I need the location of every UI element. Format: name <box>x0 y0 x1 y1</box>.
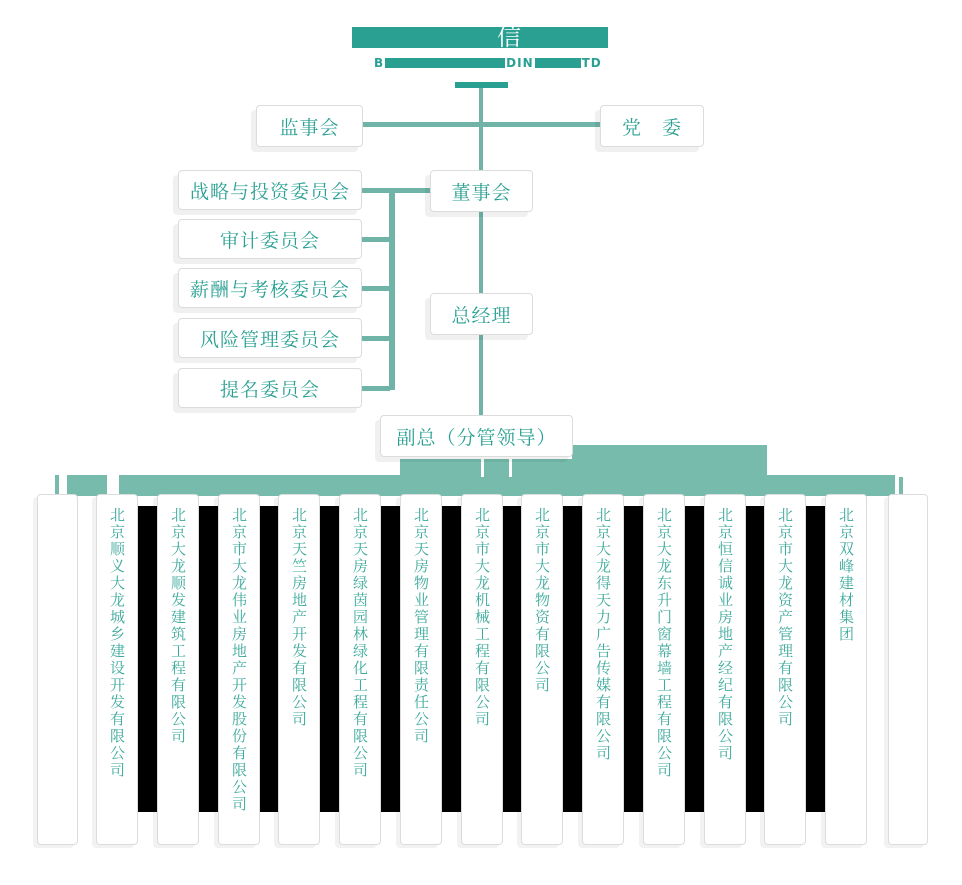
band-raised-right <box>572 445 767 477</box>
company-title-banner <box>352 23 608 51</box>
subsidiary-name: 北京天竺房地产开发有限公司 <box>290 507 308 728</box>
english-redaction-bar <box>385 58 505 68</box>
node-label: 总经理 <box>451 304 512 327</box>
subsidiary-box <box>521 494 563 845</box>
black-divider-bar <box>381 506 400 812</box>
black-divider-bar <box>199 506 218 812</box>
subsidiary-name: 北京天房绿茵园林绿化工程有限公司 <box>351 507 369 779</box>
committee-label: 风险管理委员会 <box>199 328 340 351</box>
node-label: 副总（分管领导） <box>396 426 557 449</box>
node-label: 党 委 <box>621 116 682 139</box>
subsidiary-box <box>339 494 381 845</box>
committee-label: 薪酬与考核委员会 <box>189 278 350 301</box>
subsidiary-box <box>764 494 806 845</box>
black-divider-bar <box>624 506 643 812</box>
subsidiary-name: 北京天房物业管理有限责任公司 <box>412 507 430 745</box>
node-party-committee <box>600 105 704 147</box>
subsidiary-name: 北京顺义大龙城乡建设开发有限公司 <box>108 507 126 779</box>
node-deputy-general-manager <box>380 415 573 457</box>
subsidiary-name: 北京大龙得天力广告传媒有限公司 <box>594 507 612 762</box>
black-divider-bar <box>563 506 582 812</box>
black-divider-bar <box>746 506 764 812</box>
committee-label: 战略与投资委员会 <box>189 180 350 203</box>
committee-box <box>178 318 362 358</box>
subsidiary-box <box>278 494 320 845</box>
subsidiary-name: 北京大龙东升门窗幕墙工程有限公司 <box>655 507 673 779</box>
subsidiary-name: 北京市大龙资产管理有限公司 <box>776 507 794 728</box>
committee-box <box>178 170 362 210</box>
committee-box <box>178 368 362 408</box>
subsidiary-box <box>825 494 867 845</box>
committee-stub-line <box>362 386 390 391</box>
line-committees-to-board <box>362 188 430 193</box>
subsidiary-box <box>218 494 260 845</box>
committee-box <box>178 268 362 308</box>
subsidiary-name: 北京市大龙伟业房地产开发股份有限公司 <box>230 507 248 813</box>
empty-column-left <box>37 494 78 845</box>
trunk-board-to-gm <box>479 210 483 295</box>
subsidiary-box <box>582 494 624 845</box>
black-divider-bar <box>260 506 278 812</box>
black-divider-bar <box>442 506 461 812</box>
band-main <box>55 475 895 496</box>
english-fragment: DIN <box>506 56 534 70</box>
black-divider-bar <box>685 506 704 812</box>
subsidiary-box <box>461 494 503 845</box>
node-general-manager <box>430 293 533 335</box>
subsidiary-box <box>643 494 685 845</box>
committee-box <box>178 219 362 259</box>
committee-label: 提名委员会 <box>219 378 320 401</box>
band-drop-line-right <box>899 477 903 494</box>
banner-visible-character: 信 <box>497 23 521 51</box>
subsidiary-name: 北京大龙顺发建筑工程有限公司 <box>169 507 187 745</box>
subsidiary-box <box>96 494 138 845</box>
node-board-of-directors <box>430 170 533 212</box>
black-divider-bar <box>320 506 339 812</box>
band-white-slit-b <box>509 457 512 477</box>
english-redaction-bar <box>535 58 581 68</box>
band-white-slit-a <box>481 457 484 477</box>
committee-stub-line <box>362 286 390 291</box>
black-divider-bar <box>806 506 825 812</box>
subsidiary-name: 北京恒信诚业房地产经纪有限公司 <box>716 507 734 762</box>
subsidiary-box <box>704 494 746 845</box>
committee-stub-line <box>362 336 390 341</box>
black-divider-bar <box>503 506 521 812</box>
committee-label: 审计委员会 <box>219 229 320 252</box>
node-supervisory-board <box>256 105 363 147</box>
subsidiary-name: 北京市大龙机械工程有限公司 <box>473 507 491 728</box>
trunk-banner-to-board <box>479 88 483 172</box>
trunk-gm-to-deputy <box>479 333 483 417</box>
english-fragment: TD <box>581 56 602 70</box>
committee-stub-line <box>362 237 390 242</box>
subsidiary-box <box>400 494 442 845</box>
subsidiary-name: 北京市大龙物资有限公司 <box>533 507 551 694</box>
subsidiary-name: 北京双峰建材集团 <box>837 507 855 643</box>
node-label: 监事会 <box>279 116 340 139</box>
line-supervisory-party <box>363 122 601 127</box>
company-english-name-fragments <box>374 56 602 70</box>
subsidiary-box <box>157 494 199 845</box>
node-label: 董事会 <box>451 181 512 204</box>
black-divider-bar <box>138 506 157 812</box>
empty-column-right <box>888 494 928 845</box>
english-fragment: B <box>374 56 385 70</box>
